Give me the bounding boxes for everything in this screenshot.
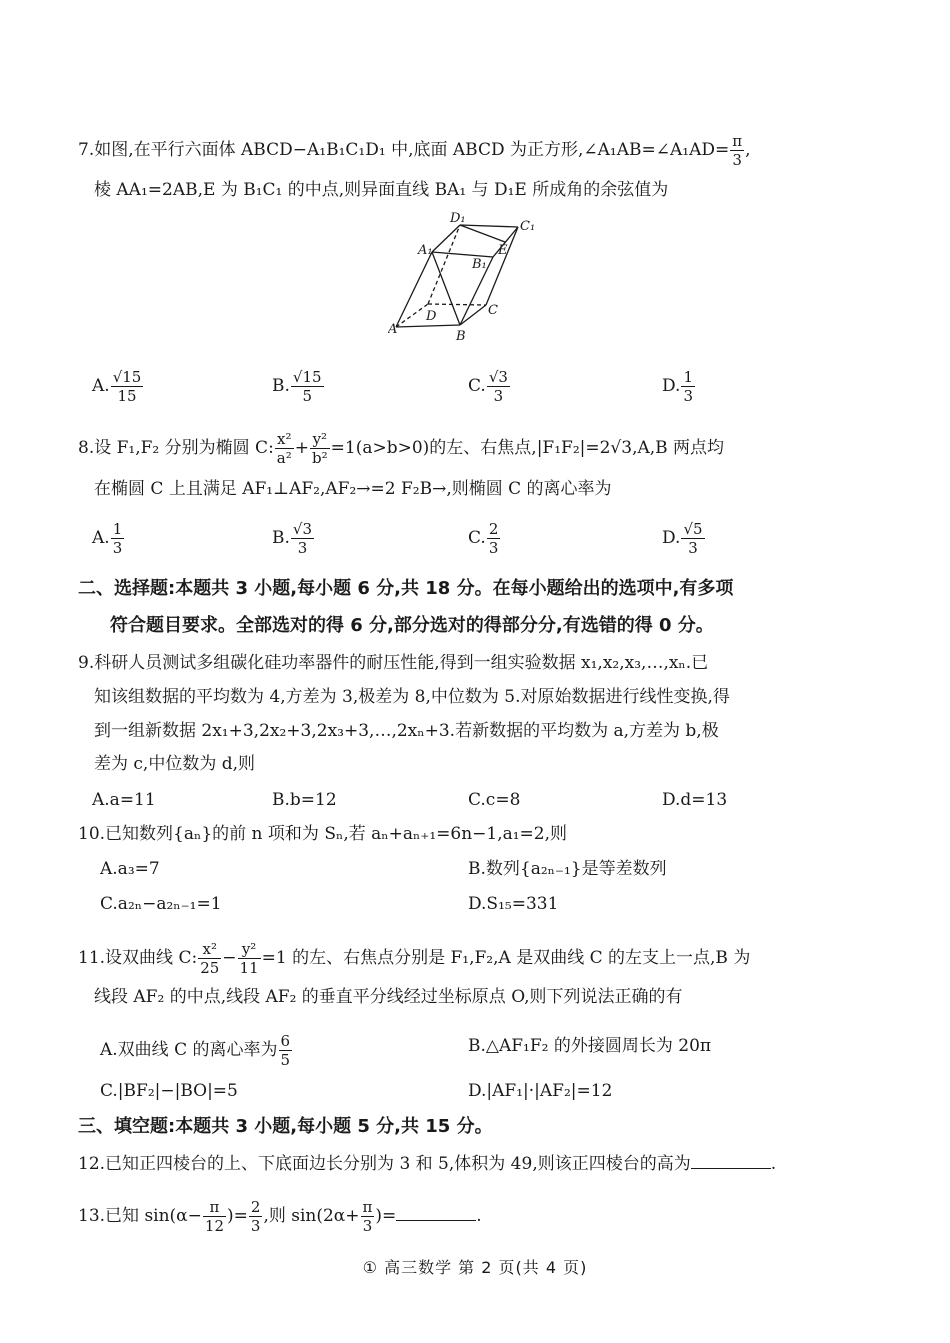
- frac-num: √3: [488, 368, 508, 386]
- q7-line2: 棱 AA₁=2AB,E 为 B₁C₁ 的中点,则异面直线 BA₁ 与 D₁E 所成角的余弦值为: [94, 180, 669, 200]
- q8-frac-y: [310, 430, 330, 467]
- q9-line3: 到一组新数据 2x₁+3,2x₂+3,2x₃+3,…,2xₙ+3.若新数据的平均数为 a,方差为 b,极: [94, 721, 719, 741]
- opt-text: A.双曲线 C 的离心率为: [100, 1040, 278, 1060]
- section3-heading: 三、填空题:本题共 3 小题,每小题 5 分,共 15 分。: [78, 1116, 493, 1137]
- opt-letter: B.: [272, 528, 290, 548]
- q12-line1: [78, 1152, 776, 1176]
- frac-num: 1: [683, 368, 693, 386]
- q9-line2: 知该组数据的平均数为 4,方差为 3,极差为 8,中位数为 5.对原始数据进行线性变换,得: [94, 687, 730, 707]
- q10-option-d: D.S₁₅=331: [468, 894, 559, 914]
- label-A: A: [388, 322, 398, 337]
- opt-frac: [487, 520, 501, 557]
- frac-den: 3: [688, 539, 698, 557]
- frac-num: 2: [488, 520, 499, 538]
- frac-num: π: [732, 132, 743, 150]
- q12-answer-blank[interactable]: [691, 1152, 771, 1169]
- frac-den: 3: [488, 539, 499, 557]
- opt-letter: A.: [92, 376, 110, 396]
- q13-pre: 13.已知 sin(α−: [78, 1206, 202, 1226]
- frac-num: √15: [292, 368, 322, 386]
- q13-line1: [78, 1198, 482, 1235]
- q12-end: .: [770, 1154, 777, 1174]
- q13-end: .: [476, 1206, 482, 1226]
- frac-den: 5: [280, 1051, 291, 1069]
- opt-letter: C.: [468, 528, 486, 548]
- frac-den: 11: [239, 959, 259, 977]
- q9-line4: 差为 c,中位数为 d,则: [94, 754, 256, 774]
- q11-option-b: B.△AF₁F₂ 的外接圆周长为 20π: [468, 1036, 712, 1056]
- q10-option-a: A.a₃=7: [100, 859, 160, 879]
- q13-frac-2-3: [249, 1198, 263, 1235]
- label-C1: C₁: [520, 219, 536, 234]
- q8-frac-x: [275, 430, 294, 467]
- section2-heading-cont: 符合题目要求。全部选对的得 6 分,部分选对的得部分分,有选错的得 0 分。: [110, 615, 714, 636]
- q9-option-a: A.a=11: [92, 790, 156, 810]
- q10-line1: 10.已知数列{aₙ}的前 n 项和为 Sₙ,若 aₙ+aₙ₊₁=6n−1,a₁=2,则: [78, 824, 568, 844]
- frac-den: b²: [312, 449, 328, 467]
- frac-den: a²: [276, 449, 292, 467]
- q8-plus: +: [294, 438, 310, 458]
- q8-line2: 在椭圆 C 上且满足 AF₁⊥AF₂,AF₂→=2 F₂B→,则椭圆 C 的离心率为: [94, 479, 612, 499]
- label-E: E: [498, 243, 508, 258]
- q11-frac-x: [198, 940, 221, 977]
- q10-option-b: B.数列{a₂ₙ₋₁}是等差数列: [468, 859, 667, 879]
- q11-option-c: C.|BF₂|−|BO|=5: [100, 1081, 238, 1101]
- q7-option-a: [92, 368, 144, 405]
- q7-option-d: [662, 368, 696, 405]
- q13-mid: )=: [227, 1206, 248, 1226]
- q13-frac-pi-12: [203, 1198, 226, 1235]
- frac-num: 1: [112, 520, 123, 538]
- frac-num: x²: [275, 430, 294, 449]
- frac-den: 3: [250, 1217, 261, 1235]
- label-B1: B₁: [472, 257, 487, 272]
- q11-line1: [78, 940, 750, 977]
- q11-option-d: D.|AF₁|·|AF₂|=12: [468, 1081, 613, 1101]
- opt-letter: B.: [272, 376, 290, 396]
- q7-pi-over-3: [730, 132, 744, 169]
- q7-line1-end: ,: [745, 140, 751, 160]
- q9-line1: 9.科研人员测试多组碳化硅功率器件的耐压性能,得到一组实验数据 x₁,x₂,x₃,…,xₙ.已: [78, 653, 709, 673]
- q13-mid2: ,则 sin(2α+: [263, 1206, 360, 1226]
- q8-post: =1(a>b>0)的左、右焦点,|F₁F₂|=2√3,A,B 两点均: [330, 438, 725, 458]
- frac-den: 3: [112, 539, 123, 557]
- q8-option-d: [662, 520, 706, 557]
- label-D: D: [426, 309, 437, 324]
- label-A1: A₁: [418, 243, 433, 258]
- q11-frac-y: [238, 940, 261, 977]
- q7-line1: [78, 132, 751, 169]
- frac-num: π: [203, 1198, 226, 1217]
- section2-heading: 二、选择题:本题共 3 小题,每小题 6 分,共 18 分。在每小题给出的选项中,有多项: [78, 578, 734, 599]
- frac-num: 6: [280, 1032, 291, 1050]
- q9-option-b: B.b=12: [272, 790, 337, 810]
- q11-minus: −: [222, 948, 237, 968]
- opt-frac: [291, 520, 314, 557]
- parallelepiped-figure: [388, 210, 548, 345]
- q10-option-c: C.a₂ₙ−a₂ₙ₋₁=1: [100, 894, 222, 914]
- opt-letter: A.: [92, 528, 110, 548]
- frac-num: y²: [238, 940, 261, 959]
- frac-num: √15: [112, 368, 142, 386]
- opt-frac: [291, 368, 324, 405]
- frac-den: 3: [732, 151, 742, 169]
- frac-num: 2: [250, 1198, 261, 1216]
- frac-den: 3: [297, 539, 308, 557]
- label-C: C: [488, 303, 498, 318]
- opt-frac: [681, 368, 695, 405]
- q12-text: 12.已知正四棱台的上、下底面边长分别为 3 和 5,体积为 49,则该正四棱台的高为: [78, 1154, 691, 1174]
- page-footer: ① 高三数学 第 2 页(共 4 页): [362, 1258, 588, 1277]
- frac-den: 5: [302, 387, 312, 405]
- q11-line2: 线段 AF₂ 的中点,线段 AF₂ 的垂直平分线经过坐标原点 O,则下列说法正确的有: [94, 987, 683, 1007]
- q11-pre: 11.设双曲线 C:: [78, 948, 198, 968]
- frac-num: √3: [292, 520, 313, 538]
- opt-letter: D.: [662, 376, 681, 396]
- q8-pre: 8.设 F₁,F₂ 分别为椭圆 C:: [78, 438, 274, 458]
- q9-option-d: D.d=13: [662, 790, 728, 810]
- frac-den: 3: [493, 387, 504, 405]
- frac-num: √5: [683, 520, 703, 538]
- q13-answer-blank[interactable]: [396, 1204, 476, 1221]
- opt-frac: [111, 368, 144, 405]
- q7-option-b: [272, 368, 325, 405]
- frac-den: 3: [683, 387, 693, 405]
- q7-option-c: [468, 368, 511, 405]
- opt-letter: D.: [662, 528, 681, 548]
- frac-num: x²: [198, 940, 221, 959]
- q9-option-c: C.c=8: [468, 790, 521, 810]
- q13-post: )=: [375, 1206, 397, 1226]
- frac-den: 12: [204, 1217, 224, 1235]
- q13-frac-pi-3: [361, 1198, 375, 1235]
- opt-letter: C.: [468, 376, 486, 396]
- q8-line1: [78, 430, 724, 467]
- frac-den: 3: [362, 1217, 373, 1235]
- opt-frac: [681, 520, 704, 557]
- q11-option-a: [100, 1032, 293, 1069]
- label-D1: D₁: [450, 211, 466, 226]
- frac-den: 25: [200, 959, 220, 977]
- q11-post: =1 的左、右焦点分别是 F₁,F₂,A 是双曲线 C 的左支上一点,B 为: [261, 948, 751, 968]
- q7-line1-text: 7.如图,在平行六面体 ABCD−A₁B₁C₁D₁ 中,底面 ABCD 为正方形,∠A₁AB=∠A₁AD=: [78, 140, 730, 160]
- frac-num: π: [362, 1198, 373, 1216]
- opt-frac: [279, 1032, 293, 1069]
- opt-frac: [487, 368, 510, 405]
- frac-num: y²: [310, 430, 330, 449]
- label-B: B: [456, 329, 466, 344]
- opt-frac: [111, 520, 125, 557]
- q8-option-a: [92, 520, 125, 557]
- q8-option-c: [468, 520, 501, 557]
- frac-den: 15: [117, 387, 137, 405]
- q8-option-b: [272, 520, 315, 557]
